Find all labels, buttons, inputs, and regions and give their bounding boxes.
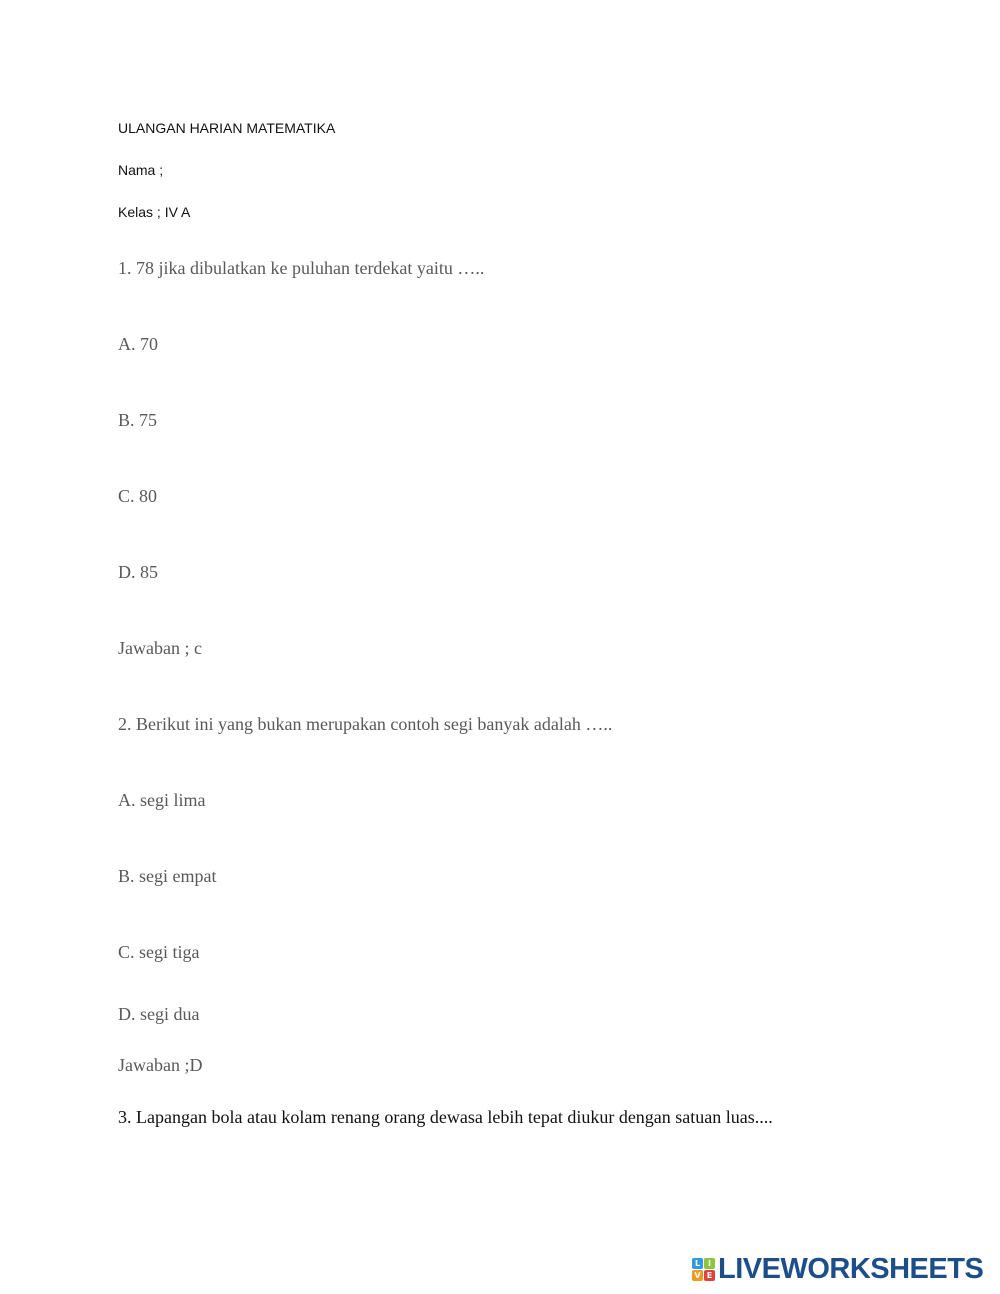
question-2-option-b: B. segi empat [118,866,217,886]
logo-letter-e: E [704,1270,715,1281]
question-1-option-c: C. 80 [118,486,158,506]
logo-letter-v: V [692,1270,703,1281]
question-1-answer: Jawaban ; c [118,638,202,658]
question-1-option-a: A. 70 [118,334,158,354]
liveworksheets-logo[interactable] [692,1254,983,1284]
liveworksheets-logo-text: LIVEWORKSHEETS [718,1253,984,1285]
student-name-line: Nama ; [118,162,164,178]
question-2-answer: Jawaban ;D [118,1055,203,1075]
worksheet-title: ULANGAN HARIAN MATEMATIKA [118,120,336,136]
question-2-text: 2. Berikut ini yang bukan merupakan contoh segi banyak adalah ….. [118,714,613,734]
question-1-option-b: B. 75 [118,410,158,430]
logo-letter-i: I [704,1258,715,1269]
question-2-option-a: A. segi lima [118,790,206,810]
question-2-option-c: C. segi tiga [118,942,200,962]
question-1-text: 1. 78 jika dibulatkan ke puluhan terdekat yaitu ….. [118,258,485,278]
student-class-line: Kelas ; IV A [118,204,191,220]
question-2-option-d: D. segi dua [118,1004,200,1024]
question-1-option-d: D. 85 [118,562,158,582]
logo-letter-l: L [692,1258,703,1269]
liveworksheets-logo-icon [692,1258,715,1281]
question-3-text: 3. Lapangan bola atau kolam renang orang dewasa lebih tepat diukur dengan satuan luas.... [118,1107,773,1127]
